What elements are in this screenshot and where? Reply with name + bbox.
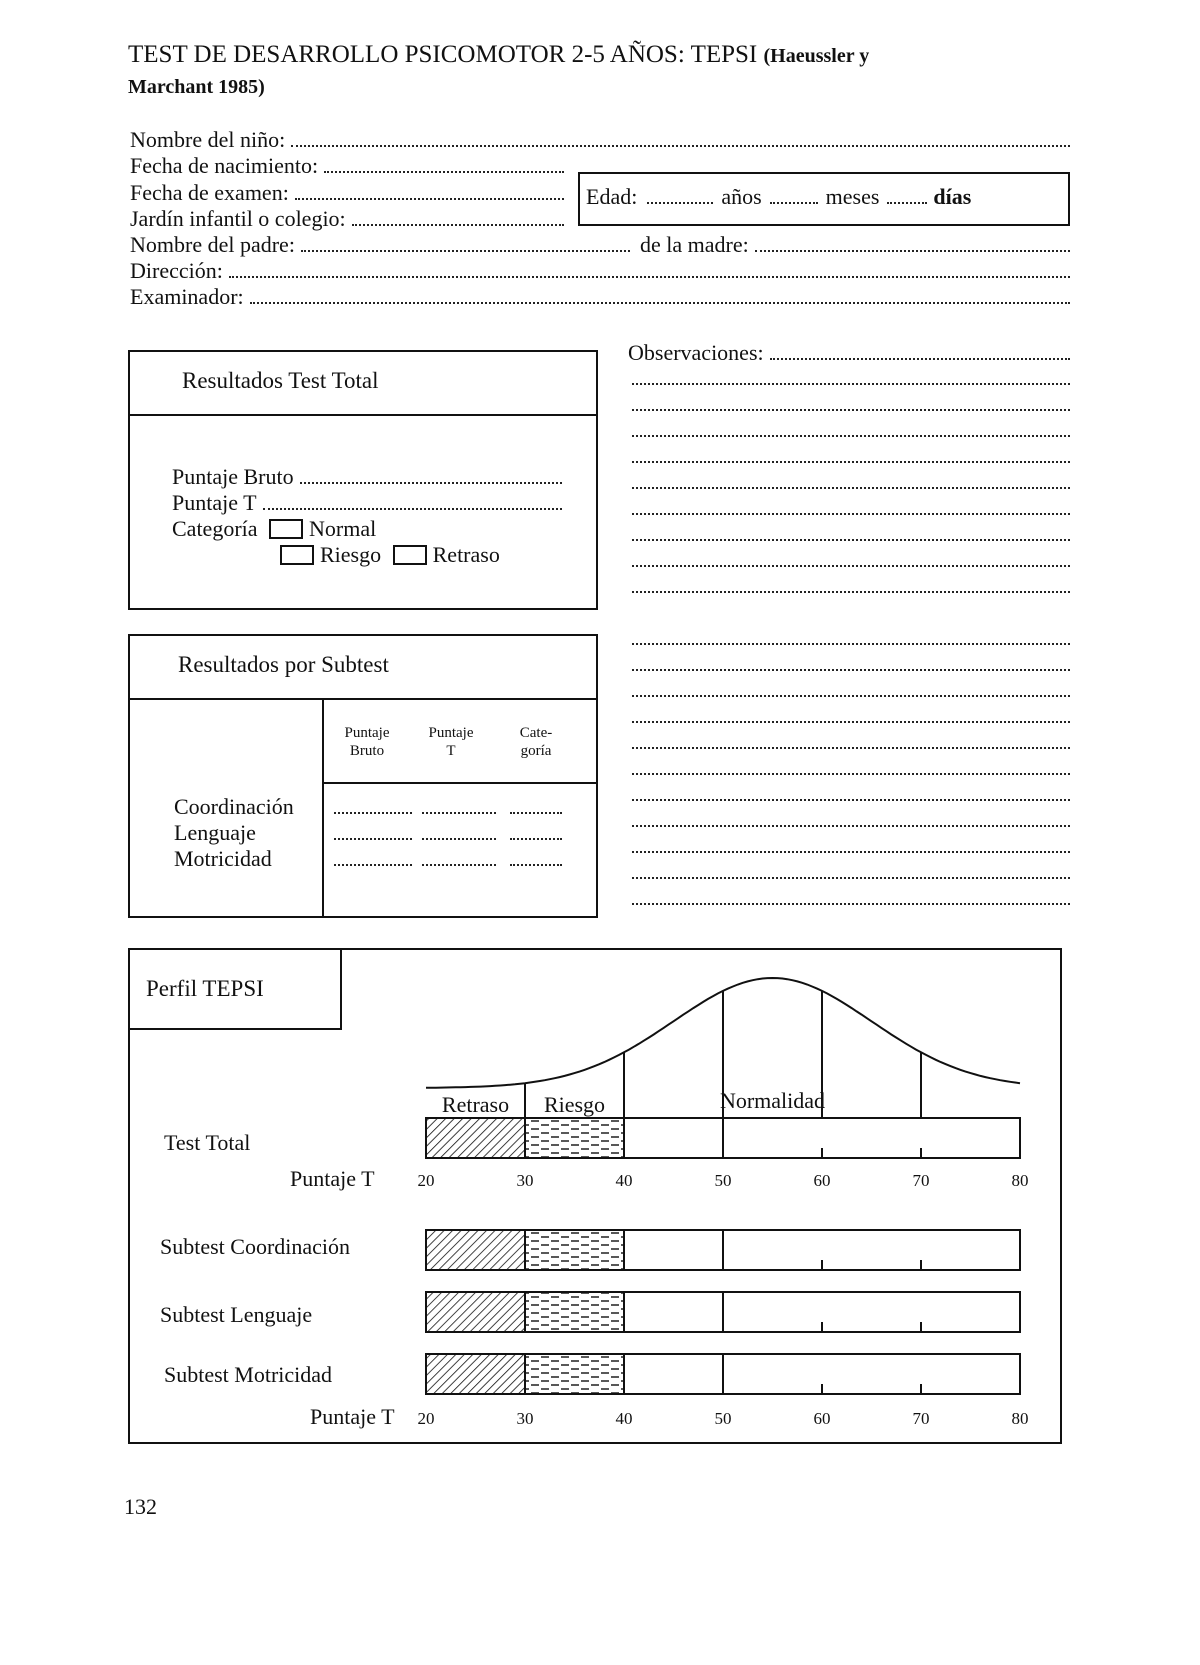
tick-top-40: 40 — [615, 1171, 633, 1190]
bar-test-total-retraso — [426, 1118, 525, 1158]
observation-line[interactable] — [632, 877, 1070, 879]
mother-name-field[interactable] — [640, 232, 1070, 257]
bar-coordinacion-riesgo — [525, 1230, 624, 1270]
observations-field[interactable] — [628, 340, 1070, 365]
observation-line[interactable] — [632, 409, 1070, 411]
axis-label-top: Puntaje T — [290, 1166, 375, 1191]
col-category-header: Cate- goría — [519, 725, 553, 759]
examiner-label: Examinador: — [130, 284, 244, 309]
col-t-header: Puntaje T — [428, 725, 474, 759]
leng-raw-field[interactable] — [334, 838, 412, 840]
observation-line[interactable] — [632, 799, 1070, 801]
observation-line[interactable] — [632, 513, 1070, 515]
coord-t-field[interactable] — [422, 812, 496, 814]
bar-test-total-label: Test Total — [164, 1130, 251, 1155]
observation-line[interactable] — [632, 851, 1070, 853]
observation-line[interactable] — [632, 435, 1070, 437]
page-number: 132 — [124, 1494, 157, 1519]
leng-t-field[interactable] — [422, 838, 496, 840]
leng-cat-field[interactable] — [510, 838, 562, 840]
tick-top-80: 80 — [1011, 1171, 1029, 1190]
tick-bottom-80: 80 — [1011, 1409, 1029, 1428]
bar-lenguaje-retraso — [426, 1292, 525, 1332]
profile-box — [128, 948, 1062, 1444]
t-score-label: Puntaje T — [172, 490, 257, 515]
total-results-box — [128, 350, 598, 610]
observation-line[interactable] — [632, 825, 1070, 827]
observation-line[interactable] — [632, 669, 1070, 671]
tick-top-30: 30 — [516, 1171, 534, 1190]
tick-top-50: 50 — [714, 1171, 732, 1190]
tick-bottom-50: 50 — [714, 1409, 732, 1428]
observation-line[interactable] — [632, 643, 1070, 645]
subtest-divider-v — [322, 698, 324, 916]
bar-coordinacion-retraso — [426, 1230, 525, 1270]
mother-name-label: de la madre: — [640, 232, 749, 257]
observation-line[interactable] — [632, 903, 1070, 905]
school-label: Jardín infantil o colegio: — [130, 206, 346, 231]
riesgo-checkbox[interactable] — [280, 545, 314, 565]
riesgo-option: Riesgo — [320, 542, 382, 567]
subtest-results-box — [128, 634, 598, 918]
retraso-option: Retraso — [432, 542, 500, 567]
observation-line[interactable] — [632, 591, 1070, 593]
observations-label: Observaciones: — [628, 340, 764, 365]
normal-checkbox[interactable] — [269, 519, 303, 539]
days-label: días — [933, 184, 972, 209]
profile-title: Perfil TEPSI — [146, 976, 264, 1001]
t-score-field[interactable] — [172, 490, 562, 515]
exam-date-field[interactable] — [130, 180, 564, 205]
observation-line[interactable] — [632, 487, 1070, 489]
row-motricidad: Motricidad — [174, 846, 272, 871]
observation-line[interactable] — [632, 461, 1070, 463]
bar-lenguaje-riesgo — [525, 1292, 624, 1332]
observation-line[interactable] — [632, 721, 1070, 723]
school-field[interactable] — [130, 206, 564, 231]
observation-line[interactable] — [632, 695, 1070, 697]
age-row[interactable] — [586, 184, 971, 209]
category-row — [172, 516, 376, 541]
bar-motricidad-label: Subtest Motricidad — [164, 1362, 333, 1387]
title-main: TEST DE DESARROLLO PSICOMOTOR 2-5 AÑOS: TEPSI — [128, 41, 758, 68]
title-authors: (Haeussler y — [763, 45, 870, 67]
observation-line[interactable] — [632, 565, 1070, 567]
coord-cat-field[interactable] — [510, 812, 562, 814]
bar-coordinacion-label: Subtest Coordinación — [160, 1234, 351, 1259]
coord-raw-field[interactable] — [334, 812, 412, 814]
motr-cat-field[interactable] — [510, 864, 562, 866]
raw-score-label: Puntaje Bruto — [172, 464, 294, 489]
raw-score-field[interactable] — [172, 464, 562, 489]
tick-bottom-20: 20 — [417, 1409, 435, 1428]
bar-lenguaje-label: Subtest Lenguaje — [160, 1302, 313, 1327]
address-label: Dirección: — [130, 258, 223, 283]
normal-option: Normal — [309, 516, 377, 541]
tick-top-60: 60 — [813, 1171, 831, 1190]
observation-line[interactable] — [632, 383, 1070, 385]
row-lenguaje: Lenguaje — [174, 820, 256, 845]
years-label: años — [721, 184, 762, 209]
bar-motricidad-retraso — [426, 1354, 525, 1394]
child-name-label: Nombre del niño: — [130, 127, 286, 152]
tick-bottom-30: 30 — [516, 1409, 534, 1428]
category-label: Categoría — [172, 516, 258, 541]
examiner-field[interactable] — [130, 284, 1070, 309]
birth-date-field[interactable] — [130, 153, 564, 178]
months-label: meses — [825, 184, 880, 209]
total-results-header — [130, 352, 596, 416]
subtest-results-title: Resultados por Subtest — [178, 652, 389, 677]
zone-label-normalidad: Normalidad — [719, 1088, 826, 1113]
exam-date-label: Fecha de examen: — [130, 180, 289, 205]
observation-line[interactable] — [632, 539, 1070, 541]
tick-bottom-70: 70 — [912, 1409, 930, 1428]
profile-chart — [130, 950, 1060, 1442]
axis-label-bottom: Puntaje T — [310, 1404, 395, 1429]
tick-top-70: 70 — [912, 1171, 930, 1190]
age-box — [578, 172, 1070, 226]
father-name-field[interactable] — [130, 232, 630, 257]
zone-label-riesgo: Riesgo — [543, 1092, 606, 1117]
subtest-results-header — [130, 636, 596, 700]
retraso-checkbox[interactable] — [393, 545, 427, 565]
address-field[interactable] — [130, 258, 1070, 283]
observation-line[interactable] — [632, 747, 1070, 749]
tick-bottom-60: 60 — [813, 1409, 831, 1428]
tick-top-20: 20 — [417, 1171, 435, 1190]
child-name-field[interactable] — [130, 127, 1070, 152]
age-label: Edad: — [586, 184, 638, 209]
bar-test-total-riesgo — [525, 1118, 624, 1158]
birth-date-label: Fecha de nacimiento: — [130, 153, 319, 178]
zone-label-retraso: Retraso — [441, 1092, 510, 1117]
subtest-divider-h — [322, 782, 596, 784]
row-coordinacion: Coordinación — [174, 794, 294, 819]
father-name-label: Nombre del padre: — [130, 232, 295, 257]
observation-line[interactable] — [632, 773, 1070, 775]
total-results-title: Resultados Test Total — [182, 368, 379, 393]
motr-t-field[interactable] — [422, 864, 496, 866]
tick-bottom-40: 40 — [615, 1409, 633, 1428]
motr-raw-field[interactable] — [334, 864, 412, 866]
category-row-2 — [280, 542, 500, 567]
col-raw-header: Puntaje Bruto — [344, 725, 390, 759]
document-title — [128, 40, 1048, 102]
bar-motricidad-riesgo — [525, 1354, 624, 1394]
title-authors-line2: Marchant 1985) — [128, 76, 265, 98]
